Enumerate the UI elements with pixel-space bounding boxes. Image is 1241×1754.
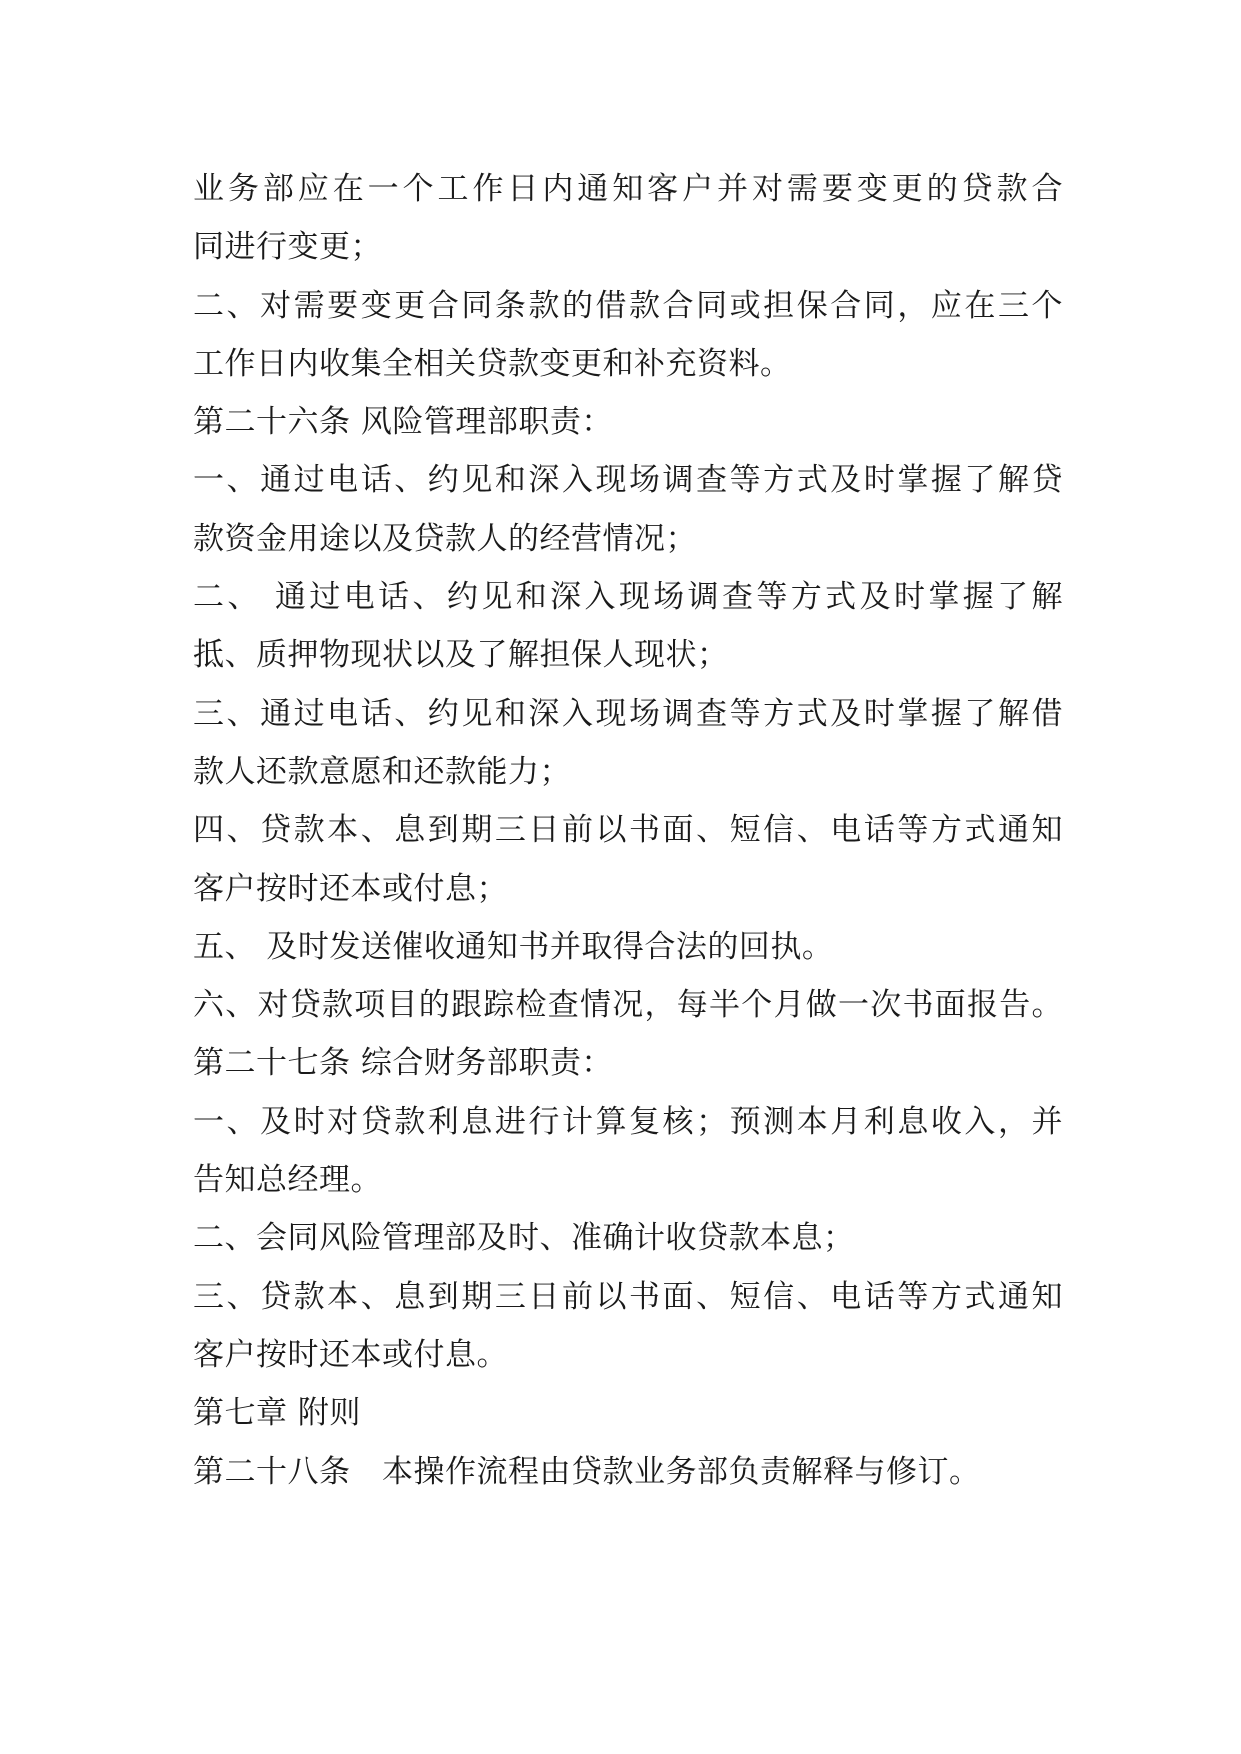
text-line: 客户按时还本或付息； <box>193 870 508 907</box>
text-line: 四、贷款本、息到期三日前以书面、短信、电话等方式通知 <box>193 812 1063 849</box>
text-line: 同进行变更； <box>193 229 382 266</box>
text-line: 客户按时还本或付息。 <box>193 1336 508 1373</box>
text-line: 第七章 附则 <box>193 1395 361 1432</box>
text-line: 五、 及时发送催收通知书并取得合法的回执。 <box>193 928 834 965</box>
text-line: 业务部应在一个工作日内通知客户并对需要变更的贷款合 <box>193 171 1063 207</box>
text-line: 第二十七条 综合财务部职责： <box>193 1045 613 1082</box>
text-line: 二、对需要变更合同条款的借款合同或担保合同，应在三个 <box>193 287 1063 324</box>
text-line: 二、会同风险管理部及时、准确计收贷款本息； <box>193 1220 855 1257</box>
text-line: 三、通过电话、约见和深入现场调查等方式及时掌握了解借 <box>193 695 1063 732</box>
text-line: 告知总经理。 <box>193 1162 382 1199</box>
text-line: 一、及时对贷款利息进行计算复核；预测本月利息收入，并 <box>193 1103 1063 1140</box>
text-line: 款人还款意愿和还款能力； <box>193 753 571 790</box>
text-line: 二、 通过电话、约见和深入现场调查等方式及时掌握了解 <box>193 579 1063 616</box>
text-line: 第二十八条 本操作流程由贷款业务部负责解释与修订。 <box>193 1453 981 1490</box>
text-line: 款资金用途以及贷款人的经营情况； <box>193 520 697 557</box>
text-line: 六、对贷款项目的跟踪检查情况，每半个月做一次书面报告。 <box>193 987 1063 1024</box>
document-body <box>193 160 1063 1501</box>
text-line: 第二十六条 风险管理部职责： <box>193 404 613 441</box>
text-line: 抵、质押物现状以及了解担保人现状； <box>193 637 729 674</box>
text-line: 工作日内收集全相关贷款变更和补充资料。 <box>193 345 792 382</box>
text-line: 三、贷款本、息到期三日前以书面、短信、电话等方式通知 <box>193 1278 1063 1315</box>
text-line: 一、通过电话、约见和深入现场调查等方式及时掌握了解贷 <box>193 462 1063 499</box>
